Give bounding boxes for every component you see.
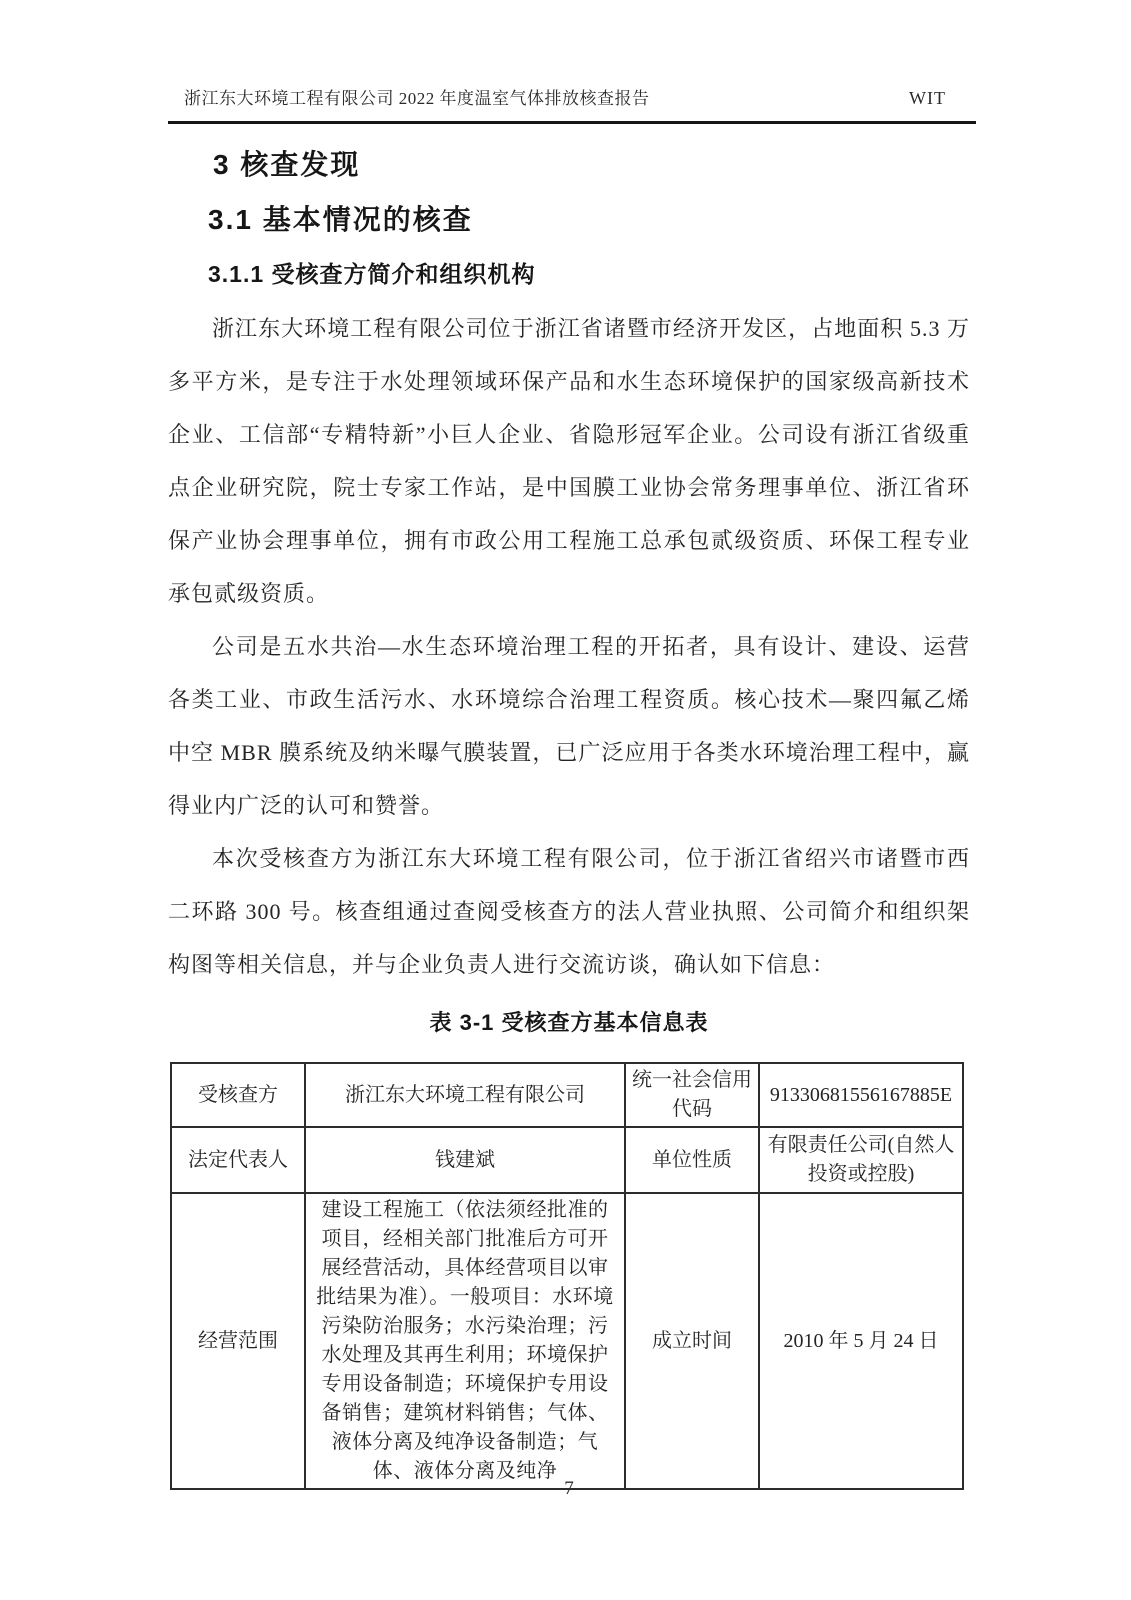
paragraph-verification-scope: 本次受核查方为浙江东大环境工程有限公司，位于浙江省绍兴市诸暨市西二环路 300 号。核查组通过查阅受核查方的法人营业执照、公司简介和组织架构图等相关信息，并与企业负责人进行交流访谈，确认如下信息： xyxy=(168,846,970,977)
table-caption: 表 3-1 受核查方基本信息表 xyxy=(429,1010,709,1035)
section-heading-3: 3 核查发现 xyxy=(213,149,361,180)
cell-label-establishment-date: 成立时间 xyxy=(625,1193,759,1489)
cell-label-credit-code: 统一社会信用代码 xyxy=(625,1063,759,1127)
cell-label-legal-representative: 法定代表人 xyxy=(171,1127,305,1193)
cell-value-legal-representative: 钱建斌 xyxy=(305,1127,625,1193)
page-header xyxy=(168,84,976,124)
cell-label-entity-type: 单位性质 xyxy=(625,1127,759,1193)
cell-value-entity-type: 有限责任公司(自然人投资或控股) xyxy=(759,1127,963,1193)
cell-value-business-scope: 建设工程施工（依法须经批准的项目，经相关部门批准后方可开展经营活动，具体经营项目以审批结果为准）。一般项目：水环境污染防治服务；水污染治理；污水处理及其再生利用；环境保护专用设备制造；环境保护专用设备销售；建筑材料销售；气体、液体分离及纯净设备制造；气体、液体分离及纯净 xyxy=(305,1193,625,1489)
table-row-verified-party xyxy=(171,1063,963,1127)
cell-label-business-scope: 经营范围 xyxy=(171,1193,305,1489)
section-heading-3-1: 3.1 基本情况的核查 xyxy=(208,204,473,235)
table-row-business-scope xyxy=(171,1193,963,1489)
body-paragraphs xyxy=(168,302,970,991)
paragraph-company-technology: 公司是五水共治—水生态环境治理工程的开拓者，具有设计、建设、运营各类工业、市政生活污水、水环境综合治理工程资质。核心技术—聚四氟乙烯中空 MBR 膜系统及纳米曝气膜装置，已广泛应用于各类水环境治理工程中，赢得业内广泛的认可和赞誉。 xyxy=(168,634,970,818)
cell-label-verified-party: 受核查方 xyxy=(171,1063,305,1127)
cell-value-credit-code: 91330681556167885E xyxy=(759,1063,963,1127)
table-row-legal-representative xyxy=(171,1127,963,1193)
cell-value-establishment-date: 2010 年 5 月 24 日 xyxy=(759,1193,963,1489)
cell-value-verified-party: 浙江东大环境工程有限公司 xyxy=(305,1063,625,1127)
running-header-title: 浙江东大环境工程有限公司 2022 年度温室气体排放核查报告 xyxy=(184,89,650,108)
basic-info-table xyxy=(170,1062,964,1490)
header-logo-wit: WIT xyxy=(909,88,946,108)
page-number: 7 xyxy=(564,1478,574,1499)
paragraph-company-intro: 浙江东大环境工程有限公司位于浙江省诸暨市经济开发区，占地面积 5.3 万多平方米，是专注于水处理领域环保产品和水生态环境保护的国家级高新技术企业、工信部“专精特新”小巨人企业、省隐形冠军企业。公司设有浙江省级重点企业研究院，院士专家工作站，是中国膜工业协会常务理事单位、浙江省环保产业协会理事单位，拥有市政公用工程施工总承包贰级资质、环保工程专业承包贰级资质。 xyxy=(168,316,970,606)
section-heading-3-1-1: 3.1.1 受核查方简介和组织机构 xyxy=(208,261,536,287)
